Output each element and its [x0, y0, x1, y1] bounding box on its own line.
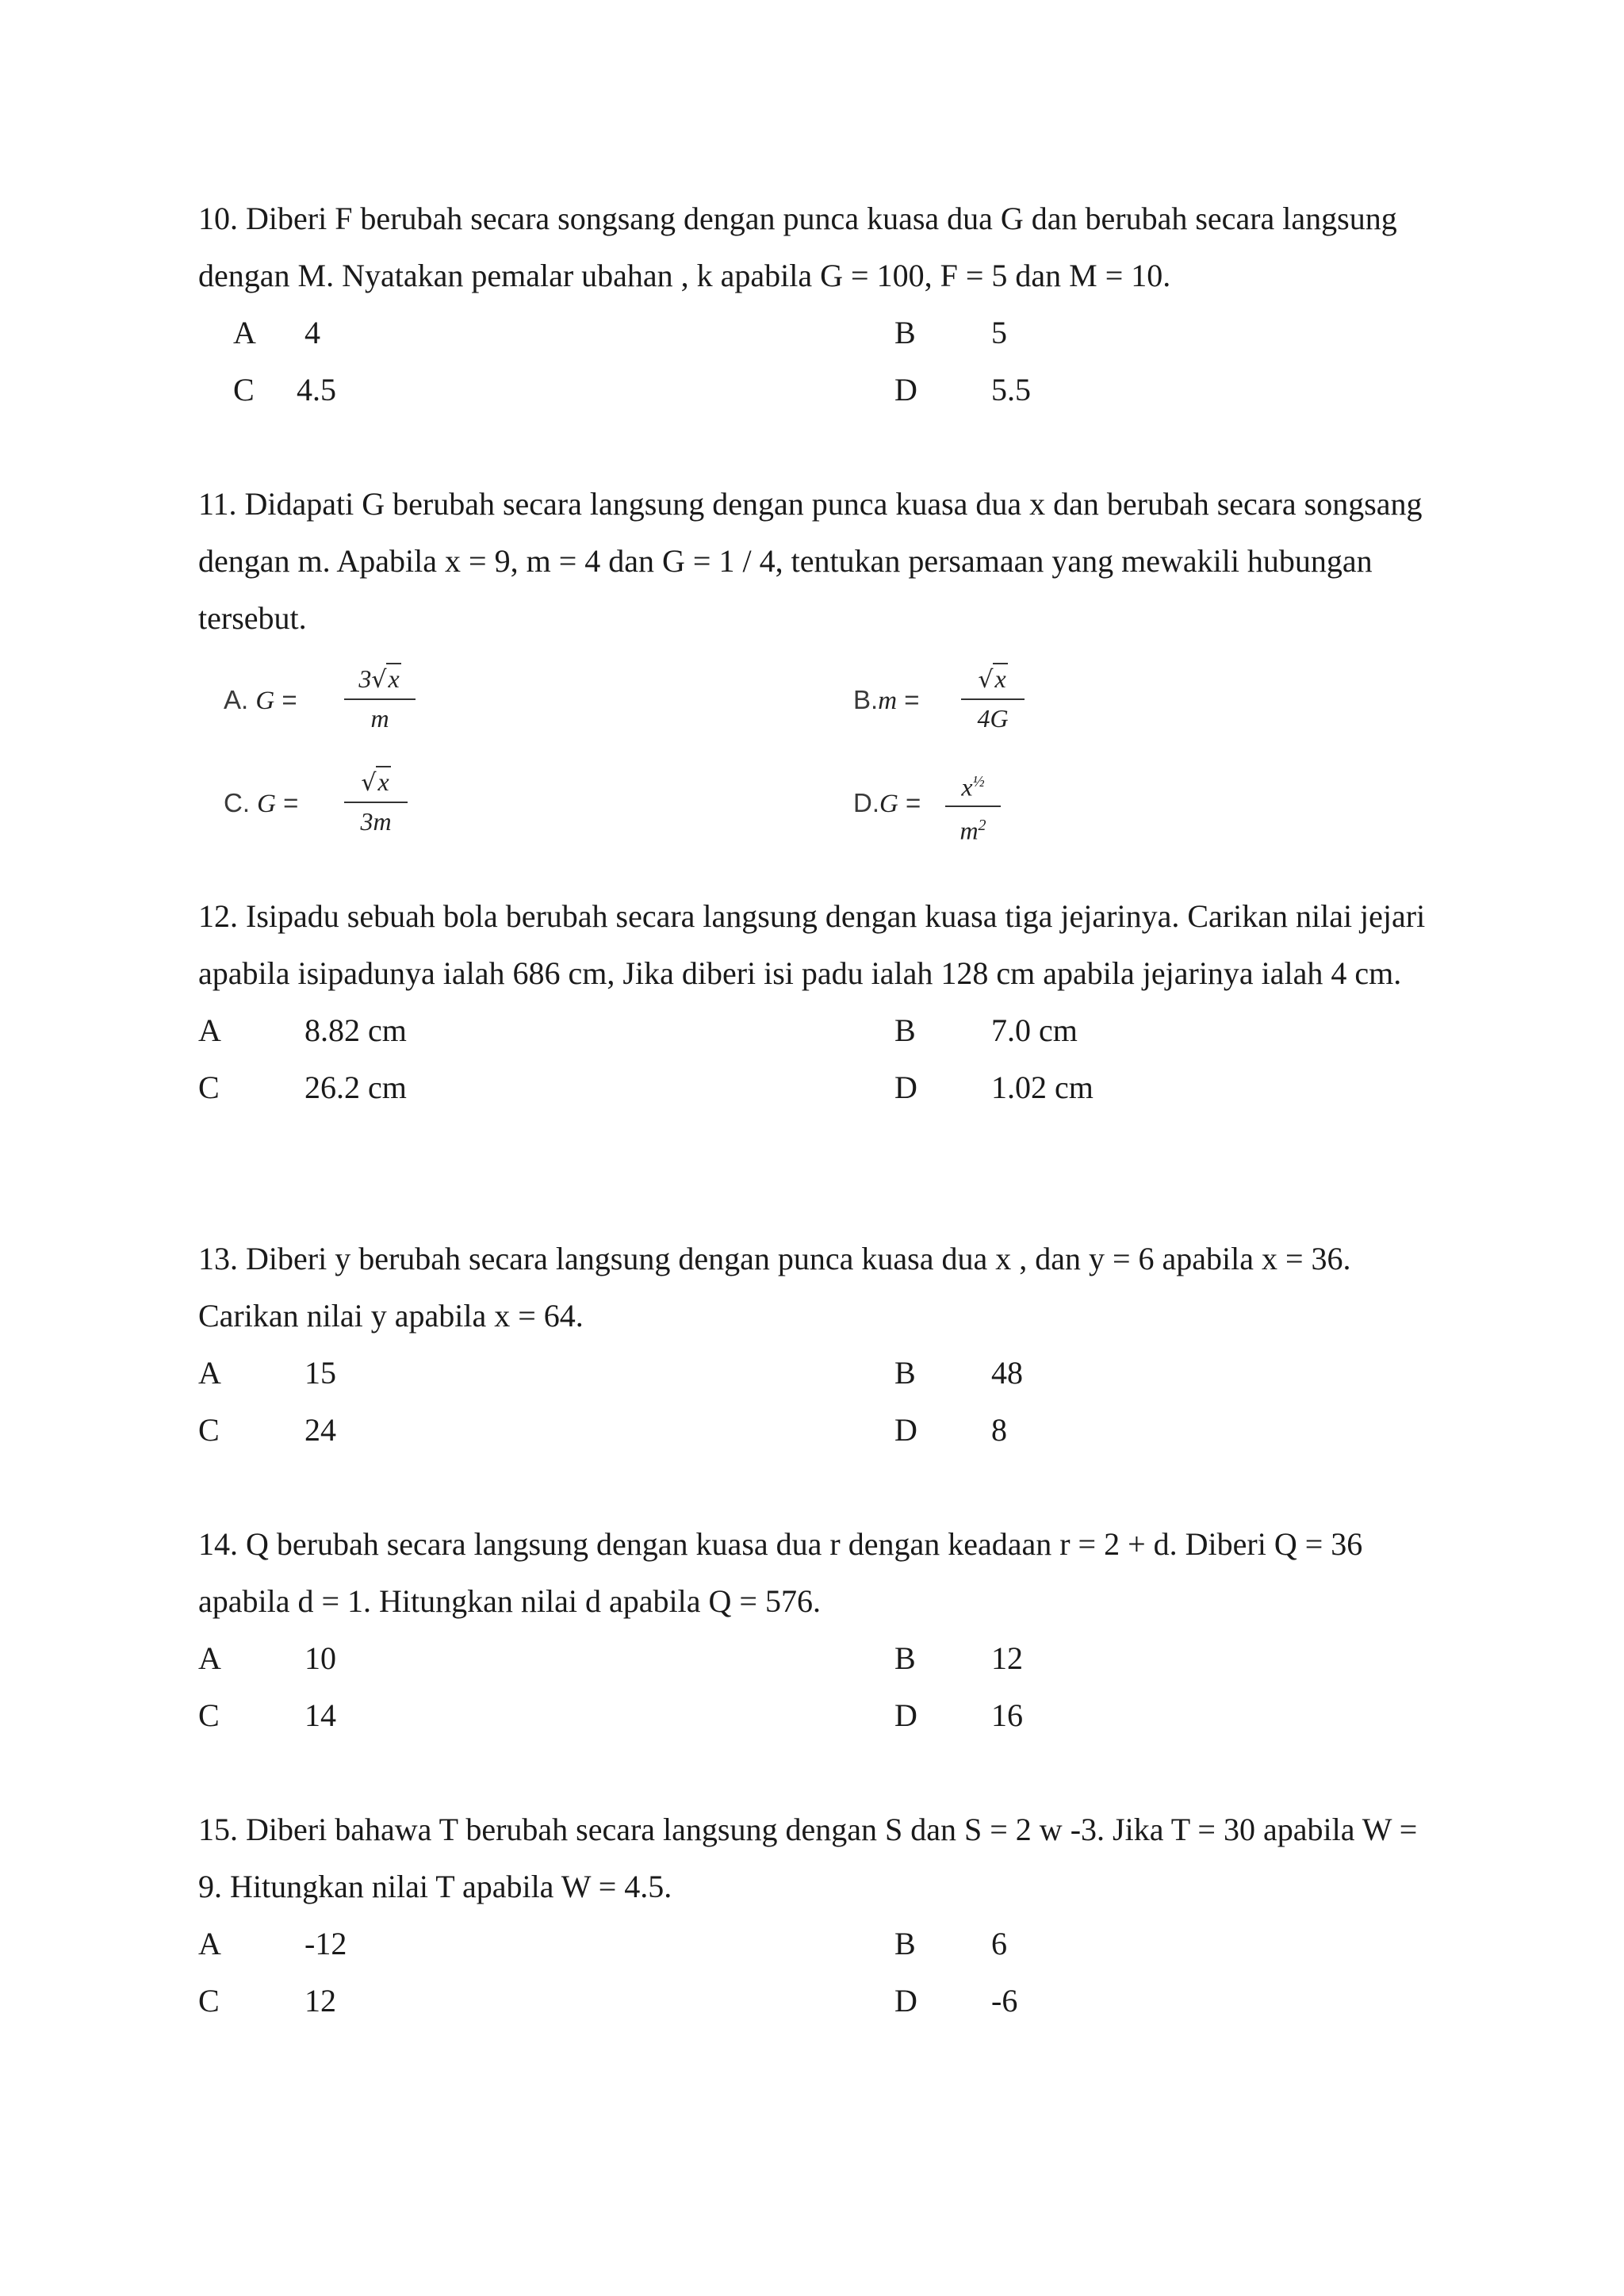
question-11	[198, 476, 1443, 861]
option-value: 6	[991, 1926, 1007, 1961]
question-text: 12. Isipadu sebuah bola berubah secara langsung dengan kuasa tiga jejarinya. Carikan nilai jejari apabila isipadunya ialah 686 cm, Jika diberi isi padu ialah 128 cm apabila jejarinya ialah 4 cm.	[198, 898, 1434, 991]
option-value: 24	[304, 1412, 336, 1448]
question-text: 14. Q berubah secara langsung dengan kuasa dua r dengan keadaan r = 2 + d. Diberi Q = 36 apabila d = 1. Hitungkan nilai d apabila Q = 576.	[198, 1526, 1371, 1619]
option-value: 48	[991, 1355, 1023, 1391]
formula-fraction	[945, 766, 1001, 846]
options	[198, 1915, 1443, 2030]
radicand: x	[994, 664, 1006, 693]
formula-fraction: √x 3m	[344, 766, 408, 837]
formula-options: A. G = 3√x m B.m = √x 4G C. G = √x 3m D.G = $x^{\frac{1}{2}}$ $m^2$	[198, 647, 1443, 861]
option-value: 7.0 cm	[991, 1012, 1078, 1048]
option-letter: D	[894, 1412, 917, 1448]
option-letter: A	[198, 1355, 221, 1391]
option-letter: D	[894, 1983, 917, 2019]
option-value: 8	[991, 1412, 1007, 1448]
option-letter: B	[894, 1012, 916, 1048]
options	[198, 1002, 1443, 1116]
option-value: 5.5	[991, 372, 1031, 408]
denominator-exponent: 2	[978, 816, 986, 834]
option-letter: A	[198, 1012, 221, 1048]
question-text: 15. Diberi bahawa T berubah secara langsung dengan S dan S = 2 w -3. Jika T = 30 apabila W = 9. Hitungkan nilai T apabila W = 4.5.	[198, 1812, 1426, 1904]
question-text: 11. Didapati G berubah secara langsung dengan punca kuasa dua x dan berubah secara songsang dengan m. Apabila x = 9, m = 4 dan G = 1 / 4, tentukan persamaan yang mewakili hubungan tersebut.	[198, 486, 1431, 636]
question-text: 10. Diberi F berubah secara songsang dengan punca kuasa dua G dan berubah secara langsung dengan M. Nyatakan pemalar ubahan , k apabila G = 100, F = 5 dan M = 10.	[198, 201, 1405, 293]
question-13	[198, 1230, 1443, 1459]
option-letter: B.	[853, 685, 879, 714]
option-letter: D	[894, 1697, 917, 1733]
option-letter: A.	[224, 685, 249, 714]
option-letter: D.	[853, 788, 879, 817]
option-value: 16	[991, 1697, 1023, 1733]
numerator-exponent: ½	[972, 773, 985, 790]
option-value: -6	[991, 1983, 1018, 2019]
option-value: 26.2 cm	[304, 1070, 407, 1105]
formula-lhs: G	[879, 790, 898, 818]
question-15	[198, 1801, 1443, 2030]
options	[198, 1345, 1443, 1459]
option-letter: B	[894, 1355, 916, 1391]
numerator-coefficient: 3	[358, 664, 372, 693]
option-value: 1.02 cm	[991, 1070, 1094, 1105]
option-letter: B	[894, 1926, 916, 1961]
option-letter: B	[894, 1640, 916, 1676]
option-letter: A	[198, 1926, 221, 1961]
formula-lhs: G	[257, 790, 277, 818]
formula-lhs: G	[255, 687, 275, 715]
option-letter: D	[894, 1070, 917, 1105]
formula-fraction: 3√x m	[344, 663, 416, 734]
question-14	[198, 1516, 1443, 1744]
option-letter: C	[198, 1983, 220, 2019]
option-letter: A	[198, 1640, 221, 1676]
question-12	[198, 888, 1443, 1116]
option-letter: C	[198, 1697, 220, 1733]
question-text: 13. Diberi y berubah secara langsung dengan punca kuasa dua x , dan y = 6 apabila x = 36. Carikan nilai y apabila x = 64.	[198, 1241, 1359, 1334]
numerator-base: x	[961, 772, 973, 802]
option-letter: A	[233, 315, 256, 350]
option-letter: C	[198, 1070, 220, 1105]
options	[198, 1630, 1443, 1744]
option-letter: B	[894, 315, 916, 350]
option-letter: D	[894, 372, 917, 408]
option-value: 10	[304, 1640, 336, 1676]
option-value: 4.5	[297, 372, 336, 408]
denominator-base: m	[959, 816, 979, 845]
radicand: x	[377, 767, 389, 796]
formula-fraction: √x 4G	[961, 663, 1025, 734]
radicand: x	[388, 664, 400, 693]
denominator: m	[370, 704, 389, 733]
formula-lhs: m	[878, 687, 898, 715]
option-value: 4	[304, 315, 320, 350]
option-letter: C.	[224, 788, 250, 817]
denominator: 3m	[360, 807, 392, 836]
option-value: 12	[304, 1983, 336, 2019]
options	[198, 304, 1443, 419]
option-value: -12	[304, 1926, 347, 1961]
denominator: 4G	[977, 704, 1009, 733]
option-value: 12	[991, 1640, 1023, 1676]
option-value: 8.82 cm	[304, 1012, 407, 1048]
option-letter: C	[233, 372, 255, 408]
option-letter: C	[198, 1412, 220, 1448]
option-value: 15	[304, 1355, 336, 1391]
option-value: 5	[991, 315, 1007, 350]
question-10	[198, 190, 1443, 419]
option-value: 14	[304, 1697, 336, 1733]
